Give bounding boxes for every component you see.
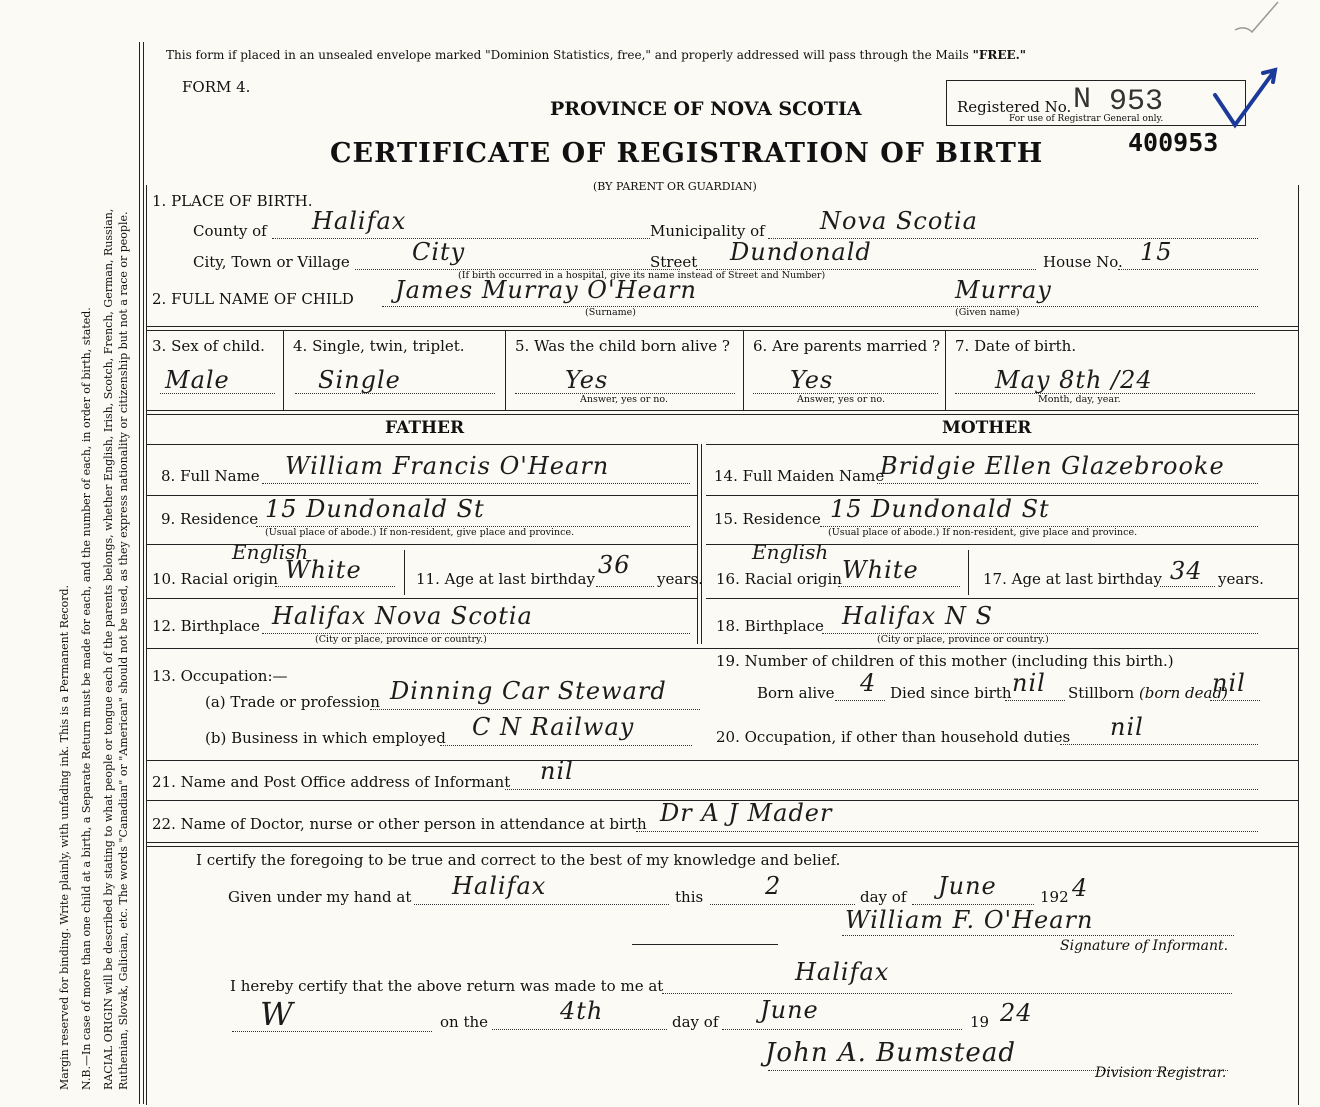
certificate-title: CERTIFICATE OF REGISTRATION OF BIRTH	[330, 138, 1044, 169]
registrar-month-value: June	[760, 996, 819, 1024]
father-residence-value: 15 Dundonald St	[265, 495, 485, 523]
father-age-label: 11. Age at last birthday	[416, 570, 595, 588]
this-label: this	[675, 888, 704, 906]
registrar-initials: W	[260, 995, 294, 1033]
business-value: C N Railway	[472, 713, 635, 741]
father-name-value: William Francis O'Hearn	[285, 452, 610, 480]
given-label: Given under my hand at	[228, 888, 412, 906]
birth-date-value: May 8th /24	[995, 366, 1153, 394]
registrar-day-value: 4th	[560, 997, 604, 1025]
margin-note-2: N.B.—In case of more than one child at a birth, a Separate Return must be made for each, and the number of each, in order of birth, stated.	[80, 307, 93, 1090]
father-years: years.	[657, 570, 703, 588]
born-alive-note: Answer, yes or no.	[580, 394, 669, 405]
street-label: Street	[650, 253, 698, 271]
house-value: 15	[1140, 238, 1173, 266]
place-of-birth-heading: 1. PLACE OF BIRTH.	[152, 192, 313, 210]
father-name-label: 8. Full Name	[161, 467, 260, 485]
born-alive-value: Yes	[565, 366, 609, 394]
frame-left	[146, 185, 147, 1105]
born-alive-label: 5. Was the child born alive ?	[515, 337, 730, 355]
mother-racial-top: English	[752, 540, 829, 564]
mother-birthplace-label: 18. Birthplace	[716, 617, 824, 635]
father-racial-label: 10. Racial origin	[152, 570, 278, 588]
day-of-label: day of	[860, 888, 907, 906]
mother-years: years.	[1218, 570, 1264, 588]
registered-number: 953	[1109, 85, 1164, 119]
mother-name-value: Bridgie Ellen Glazebrooke	[880, 452, 1225, 480]
registrar-place-value: Halifax	[795, 958, 890, 986]
mother-racial-value: White	[842, 556, 919, 584]
mother-name-label: 14. Full Maiden Name	[714, 467, 885, 485]
division-registrar-label: Division Registrar.	[1095, 1065, 1227, 1081]
doctor-label: 22. Name of Doctor, nurse or other person in attendance at birth	[152, 815, 647, 833]
child-given-value: Murray	[955, 276, 1052, 304]
children-count-label: 19. Number of children of this mother (including this birth.)	[716, 652, 1174, 670]
cert-month-value: June	[938, 872, 997, 900]
mother-residence-value: 15 Dundonald St	[830, 495, 1050, 523]
child-name-label: 2. FULL NAME OF CHILD	[152, 290, 354, 308]
died-value: nil	[1012, 669, 1046, 697]
born-alive-count-value: 4	[860, 669, 877, 697]
mother-residence-note: (Usual place of abode.) If non-resident, give place and province.	[828, 527, 1138, 538]
hospital-note: (If birth occurred in a hospital, give its name instead of Street and Number)	[458, 270, 826, 281]
municipality-label: Municipality of	[650, 222, 765, 240]
registrar-signature: John A. Bumstead	[765, 1038, 1016, 1068]
registrar-day-of: day of	[672, 1013, 719, 1031]
form-number: FORM 4.	[182, 78, 251, 96]
registrar-year-prefix: 19	[970, 1013, 990, 1031]
parents-married-label: 6. Are parents married ?	[753, 337, 941, 355]
given-place-value: Halifax	[452, 872, 547, 900]
checkmark-icon	[1230, 0, 1290, 40]
occupation-heading: 13. Occupation:—	[152, 667, 288, 685]
father-birthplace-note: (City or place, province or country.)	[315, 634, 487, 645]
column-divider	[697, 444, 702, 644]
multiplicity-label: 4. Single, twin, triplet.	[293, 337, 465, 355]
year-prefix: 192	[1040, 888, 1069, 906]
informant-signature-label: Signature of Informant.	[1060, 938, 1229, 954]
mother-heading: MOTHER	[942, 418, 1032, 438]
surname-note: (Surname)	[585, 307, 636, 318]
mother-racial-label: 16. Racial origin	[716, 570, 842, 588]
mother-birthplace-note: (City or place, province or country.)	[877, 634, 1049, 645]
margin-note-1: Margin reserved for binding. Write plainly, with unfading ink. This is a Permanent Record.	[58, 584, 71, 1090]
given-note: (Given name)	[955, 307, 1020, 318]
father-racial-top: English	[232, 540, 309, 564]
father-heading: FATHER	[385, 418, 465, 438]
informant-label: 21. Name and Post Office address of Informant	[152, 773, 511, 791]
margin-rule	[139, 42, 144, 1104]
parents-married-note: Answer, yes or no.	[797, 394, 886, 405]
certify-statement: I certify the foregoing to be true and correct to the best of my knowledge and belief.	[196, 851, 841, 869]
informant-signature: William F. O'Hearn	[845, 906, 1094, 934]
house-label: House No.	[1043, 253, 1123, 271]
registrar-use-note: For use of Registrar General only.	[1009, 114, 1164, 124]
stillborn-value: nil	[1212, 669, 1246, 697]
registrar-year-suffix: 24	[1000, 999, 1033, 1027]
father-residence-label: 9. Residence	[161, 510, 259, 528]
doctor-value: Dr A J Mader	[660, 799, 833, 827]
certificate-subtitle: (BY PARENT OR GUARDIAN)	[593, 180, 757, 193]
registered-box	[946, 80, 1246, 126]
birth-date-note: Month, day, year.	[1038, 394, 1121, 405]
registered-label: Registered No.	[957, 98, 1072, 116]
municipality-value: Nova Scotia	[820, 207, 978, 235]
father-racial-value: White	[285, 556, 362, 584]
informant-value: nil	[540, 757, 574, 785]
child-surname-value: James Murray O'Hearn	[395, 276, 697, 304]
margin-note-4: Ruthenian, Slovak, Galician, etc. The words "Canadian" or "American" should not be used, as they express nationality or citizenship but not a race or people.	[117, 211, 130, 1090]
mother-birthplace-value: Halifax N S	[842, 602, 994, 630]
mother-age-label: 17. Age at last birthday	[983, 570, 1162, 588]
born-alive-count-label: Born alive	[757, 684, 835, 702]
sex-value: Male	[165, 366, 230, 394]
died-label: Died since birth	[890, 684, 1012, 702]
this-day-value: 2	[765, 872, 782, 900]
street-value: Dundonald	[730, 238, 872, 266]
birth-date-label: 7. Date of birth.	[955, 337, 1077, 355]
mother-occupation-value: nil	[1110, 713, 1144, 741]
province-title: PROVINCE OF NOVA SCOTIA	[550, 98, 862, 120]
father-residence-note: (Usual place of abode.) If non-resident, give place and province.	[265, 527, 575, 538]
divider	[146, 326, 1298, 331]
margin-note-3: RACIAL ORIGIN will be described by stating to what people or tongue each of the parents belongs, whether English, Irish, Scotch, French, German, Russian,	[102, 208, 115, 1090]
mail-notice: This form if placed in an unsealed envelope marked "Dominion Statistics, free," and properly addressed will pass through the Mails "FREE."	[166, 48, 1027, 62]
county-label: County of	[193, 222, 267, 240]
father-age-value: 36	[598, 551, 631, 579]
sex-label: 3. Sex of child.	[152, 337, 265, 355]
parents-married-value: Yes	[790, 366, 834, 394]
father-birthplace-value: Halifax Nova Scotia	[272, 602, 533, 630]
frame-right	[1298, 185, 1299, 1105]
mother-residence-label: 15. Residence	[714, 510, 821, 528]
registrar-statement: I hereby certify that the above return was made to me at	[230, 977, 664, 995]
county-value: Halifax	[312, 207, 407, 235]
registered-prefix: N	[1073, 83, 1092, 117]
city-label: City, Town or Village	[193, 253, 350, 271]
trade-label: (a) Trade or profession	[205, 693, 380, 711]
stamp-number: 400953	[1128, 128, 1219, 157]
mother-age-value: 34	[1170, 557, 1203, 585]
on-the-label: on the	[440, 1013, 489, 1031]
city-value: City	[412, 238, 466, 266]
father-birthplace-label: 12. Birthplace	[152, 617, 260, 635]
business-label: (b) Business in which employed	[205, 729, 446, 747]
year-suffix: 4	[1072, 874, 1089, 902]
multiplicity-value: Single	[318, 366, 401, 394]
mother-occupation-label: 20. Occupation, if other than household duties	[716, 728, 1071, 746]
stillborn-label: Stillborn (born dead)	[1068, 684, 1228, 702]
trade-value: Dinning Car Steward	[390, 677, 667, 705]
